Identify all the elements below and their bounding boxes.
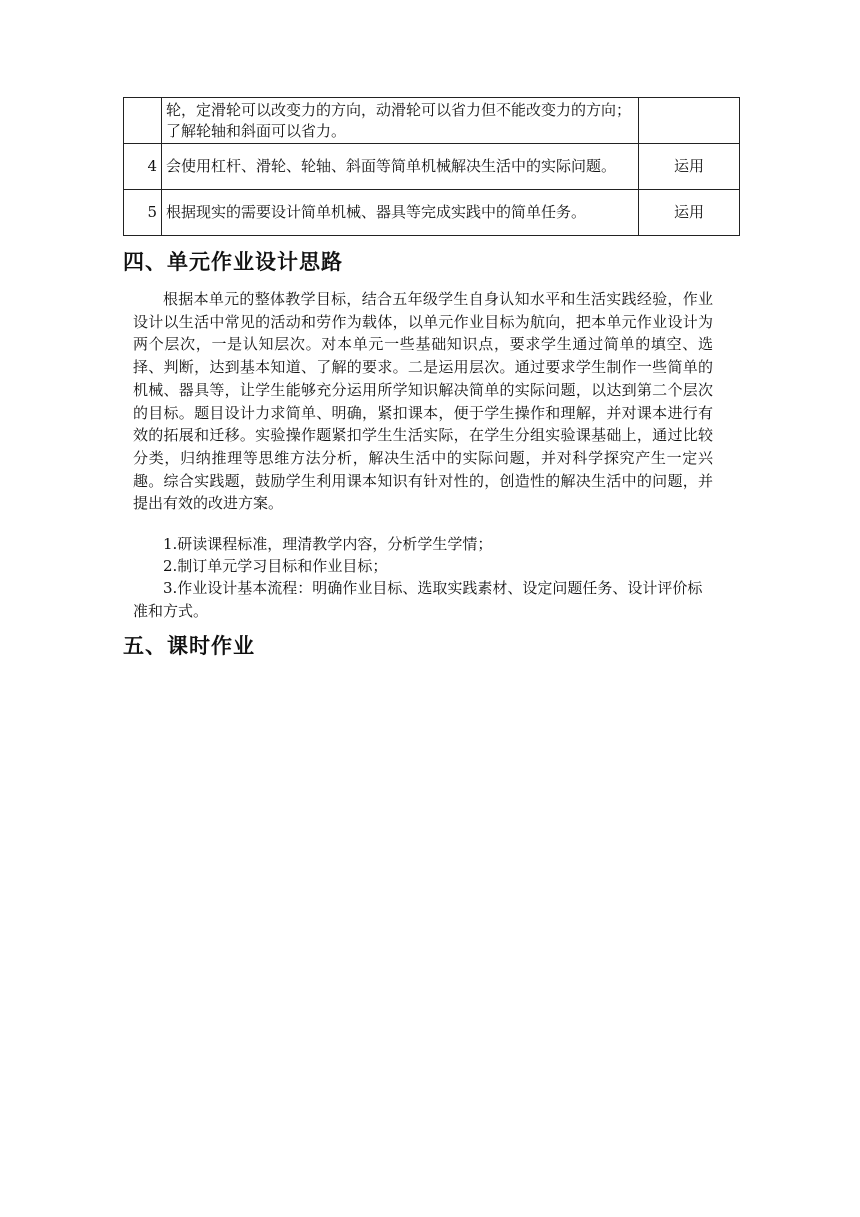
section-heading-5: 五、课时作业 [123, 634, 255, 658]
row-level: 运用 [639, 144, 740, 190]
table-row [124, 190, 740, 236]
table-row [124, 144, 740, 190]
list-item: 2.制订单元学习目标和作业目标； [163, 557, 388, 575]
row-number: 5 [124, 190, 162, 236]
design-rationale-paragraph: 根据本单元的整体教学目标，结合五年级学生自身认知水平和生活实践经验，作业设计以生活中常见的活动和劳作为载体，以单元作业目标为航向，把本单元作业设计为两个层次，一是认知层次。对本单元一些基础知识点，要求学生通过简单的填空、选择、判断，达到基本知道、了解的要求。二是运用层次。通过要求学生制作一些简单的机械、器具等，让学生能够充分运用所学知识解决简单的实际问题，以达到第二个层次的目标。题目设计力求简单、明确，紧扣课本，便于学生操作和理解，并对课本进行有效的拓展和迁移。实验操作题紧扣学生生活实际，在学生分组实验课基础上，通过比较分类，归纳推理等思维方法分析，解决生活中的实际问题，并对科学探究产生一定兴趣。综合实践题，鼓励学生利用课本知识有针对性的，创造性的解决生活中的问题，并提出有效的改进方案。 [133, 290, 713, 513]
row-content: 根据现实的需要设计简单机械、器具等完成实践中的简单任务。 [162, 190, 639, 236]
row-level: 运用 [639, 190, 740, 236]
section-heading-4: 四、单元作业设计思路 [123, 250, 343, 274]
unit-goals-table [123, 97, 740, 236]
row-number [124, 98, 162, 144]
list-item: 3.作业设计基本流程：明确作业目标、选取实践素材、设定问题任务、设计评价标准和方式。 [133, 579, 703, 620]
list-item: 1.研读课程标准，理清教学内容，分析学生学情； [163, 535, 493, 553]
row-content: 会使用杠杆、滑轮、轮轴、斜面等简单机械解决生活中的实际问题。 [162, 144, 639, 190]
row-content: 轮，定滑轮可以改变力的方向，动滑轮可以省力但不能改变力的方向；了解轮轴和斜面可以省力。 [162, 98, 639, 144]
table-row [124, 98, 740, 144]
row-number: 4 [124, 144, 162, 190]
row-level [639, 98, 740, 144]
